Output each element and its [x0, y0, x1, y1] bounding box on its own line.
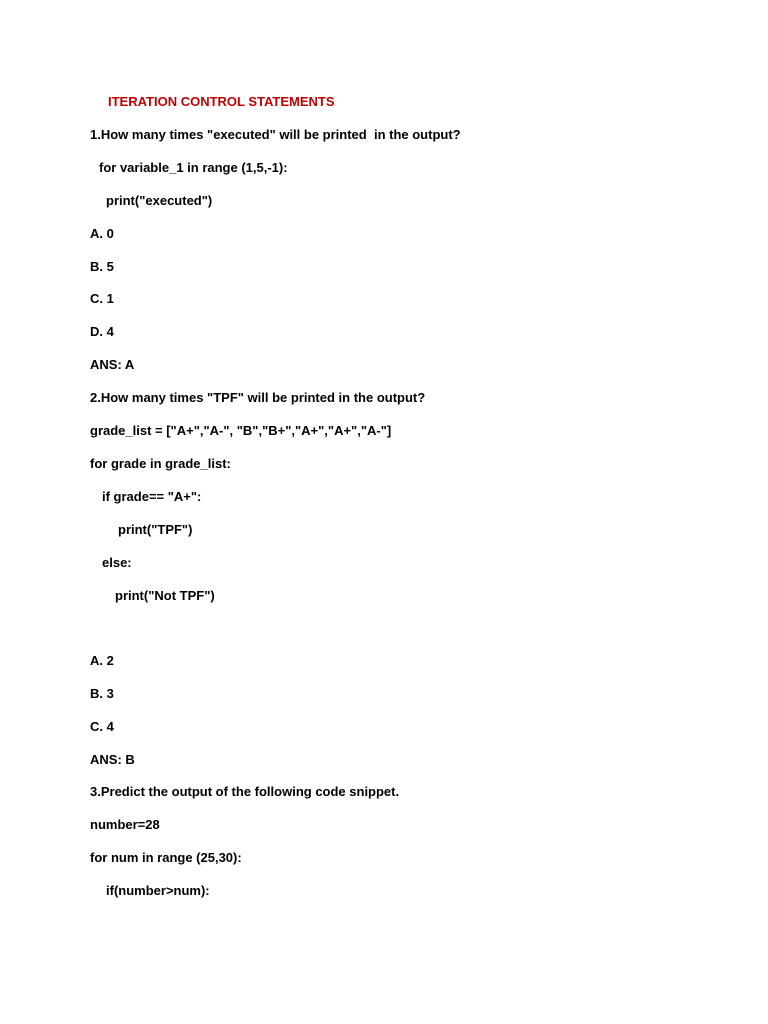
q3-code-line-1: number=28: [90, 817, 160, 832]
q1-option-c: C. 1: [90, 291, 114, 306]
q2-code-line-1: grade_list = ["A+","A-", "B","B+","A+","A+","A-"]: [90, 423, 392, 438]
q2-option-a: A. 2: [90, 653, 114, 668]
q2-option-c: C. 4: [90, 719, 114, 734]
q1-answer: ANS: A: [90, 357, 135, 372]
q2-answer: ANS: B: [90, 752, 135, 767]
q1-option-b: B. 5: [90, 259, 114, 274]
q2-code-line-4: print("TPF"): [118, 522, 193, 537]
q1-code-line-1: for variable_1 in range (1,5,-1):: [99, 160, 288, 175]
q1-option-d: D. 4: [90, 324, 114, 339]
q2-code-line-2: for grade in grade_list:: [90, 456, 231, 471]
q3-code-line-2: for num in range (25,30):: [90, 850, 242, 865]
question-1: 1.How many times "executed" will be printed in the output?: [90, 127, 461, 142]
q2-code-line-3: if grade== "A+":: [102, 489, 202, 504]
question-2: 2.How many times "TPF" will be printed in the output?: [90, 390, 426, 405]
q1-code-line-2: print("executed"): [106, 193, 213, 208]
q2-option-b: B. 3: [90, 686, 114, 701]
q2-code-line-5: else:: [102, 555, 132, 570]
q1-option-a: A. 0: [90, 226, 114, 241]
q2-code-line-6: print("Not TPF"): [115, 588, 215, 603]
page-title: ITERATION CONTROL STATEMENTS: [108, 94, 335, 109]
question-3: 3.Predict the output of the following code snippet.: [90, 784, 400, 799]
q3-code-line-3: if(number>num):: [106, 883, 210, 898]
